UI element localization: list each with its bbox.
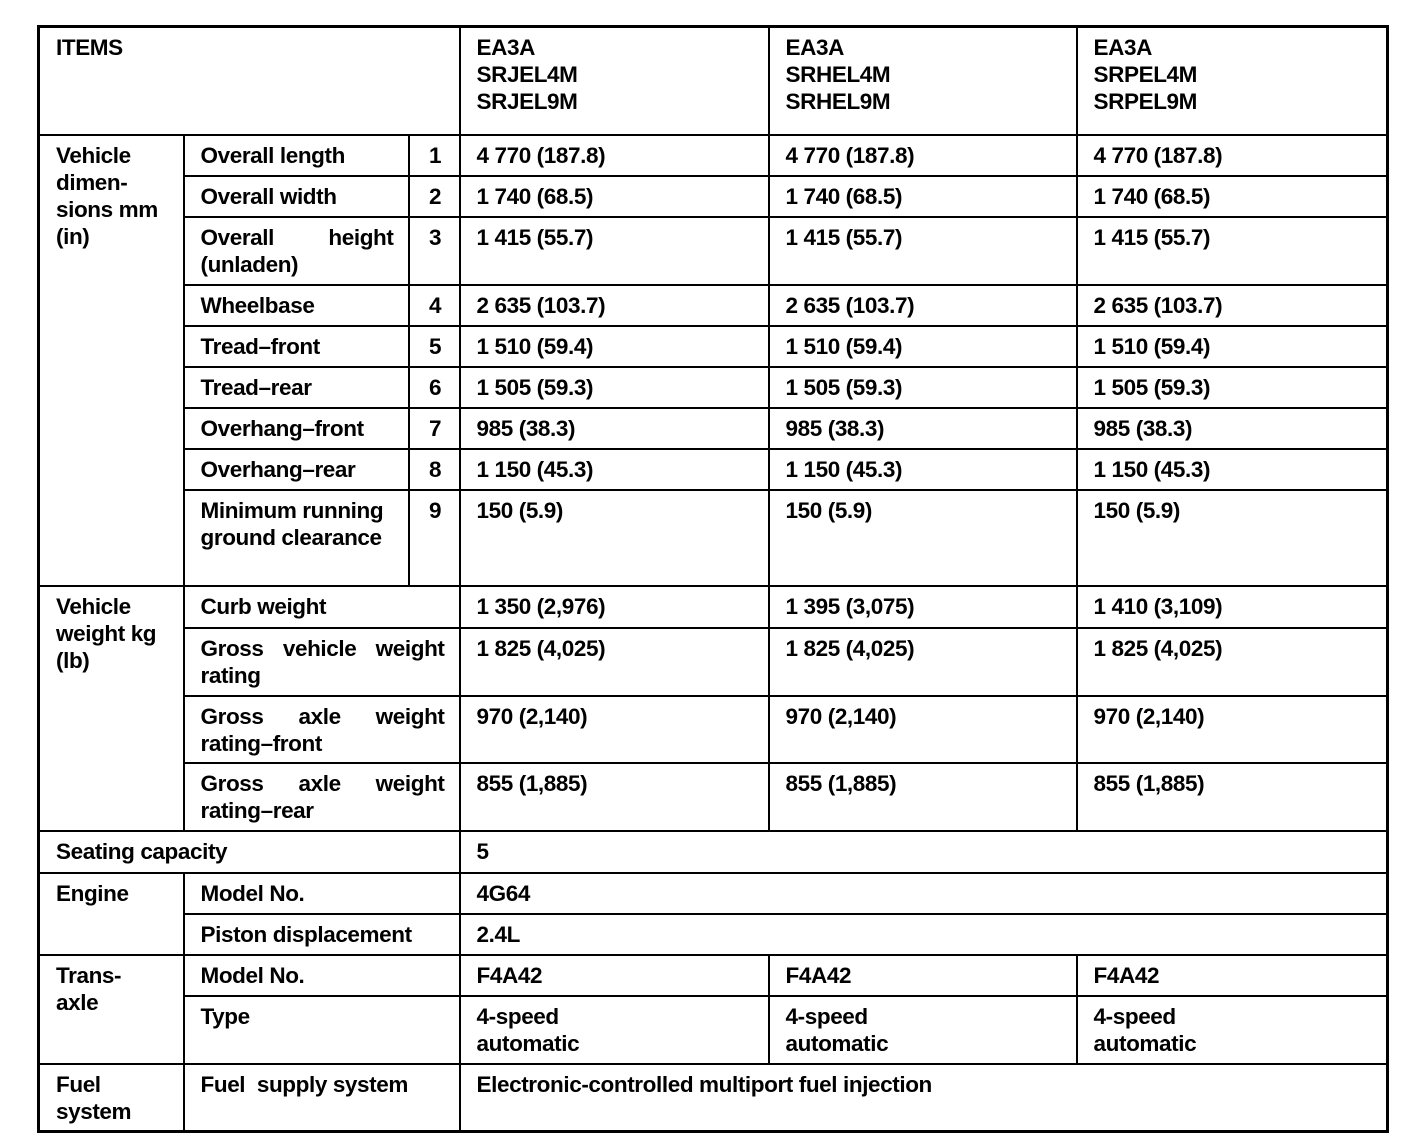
row-label: Gross vehicle weight rating xyxy=(184,628,460,696)
cell-value: 1 395 (3,075) xyxy=(769,586,1077,628)
cell-value: 1 150 (45.3) xyxy=(769,449,1077,490)
row-label: Curb weight xyxy=(184,586,460,628)
cell-value: 4-speed automatic xyxy=(460,996,769,1064)
cell-value: 2 635 (103.7) xyxy=(769,285,1077,326)
row-number: 6 xyxy=(409,367,460,408)
model-header-2: EA3A SRHEL4M SRHEL9M xyxy=(769,27,1077,135)
cell-value: 1 410 (3,109) xyxy=(1077,586,1388,628)
table-row xyxy=(39,696,1388,763)
table-row xyxy=(39,1064,1388,1132)
cell-value: F4A42 xyxy=(1077,955,1388,996)
transaxle-group-label: Trans- axle xyxy=(39,955,184,1064)
cell-value: 2 635 (103.7) xyxy=(1077,285,1388,326)
row-label: Model No. xyxy=(184,955,460,996)
table-row xyxy=(39,586,1388,628)
table-row xyxy=(39,449,1388,490)
model-header-1: EA3A SRJEL4M SRJEL9M xyxy=(460,27,769,135)
cell-value: 1 415 (55.7) xyxy=(769,217,1077,285)
table-row xyxy=(39,285,1388,326)
table-row xyxy=(39,490,1388,586)
header-row xyxy=(39,27,1388,135)
cell-value: 1 505 (59.3) xyxy=(1077,367,1388,408)
row-number: 1 xyxy=(409,135,460,176)
cell-value: Electronic-controlled multiport fuel injection xyxy=(460,1064,1388,1132)
cell-value: 5 xyxy=(460,831,1388,873)
cell-value: 2 635 (103.7) xyxy=(460,285,769,326)
row-label: Wheelbase xyxy=(184,285,409,326)
row-label: Overhang–front xyxy=(184,408,409,449)
row-label: Minimum running ground clearance xyxy=(184,490,409,586)
fuel-group-label: Fuel system xyxy=(39,1064,184,1132)
cell-value: 970 (2,140) xyxy=(769,696,1077,763)
row-number: 7 xyxy=(409,408,460,449)
table-row xyxy=(39,135,1388,176)
row-label: Model No. xyxy=(184,873,460,914)
cell-value: 150 (5.9) xyxy=(769,490,1077,586)
cell-value: 1 415 (55.7) xyxy=(460,217,769,285)
model-header-3: EA3A SRPEL4M SRPEL9M xyxy=(1077,27,1388,135)
cell-value: 4-speed automatic xyxy=(769,996,1077,1064)
specification-table xyxy=(37,25,1389,1133)
table-row xyxy=(39,763,1388,831)
table-row xyxy=(39,176,1388,217)
row-label: Gross axle weight rating–front xyxy=(184,696,460,763)
row-number: 8 xyxy=(409,449,460,490)
table-row xyxy=(39,326,1388,367)
engine-group-label: Engine xyxy=(39,873,184,955)
dimensions-group-label: Vehicle dimen- sions mm (in) xyxy=(39,135,184,586)
row-number: 9 xyxy=(409,490,460,586)
table-row xyxy=(39,873,1388,914)
table-row xyxy=(39,955,1388,996)
table-row xyxy=(39,628,1388,696)
cell-value: 1 150 (45.3) xyxy=(1077,449,1388,490)
cell-value: 970 (2,140) xyxy=(1077,696,1388,763)
row-label: Overall height (unladen) xyxy=(184,217,409,285)
row-label: Piston displacement xyxy=(184,914,460,955)
row-number: 3 xyxy=(409,217,460,285)
table-row xyxy=(39,831,1388,873)
cell-value: 1 825 (4,025) xyxy=(1077,628,1388,696)
cell-value: 4G64 xyxy=(460,873,1388,914)
row-label: Tread–front xyxy=(184,326,409,367)
cell-value: 150 (5.9) xyxy=(1077,490,1388,586)
row-number: 2 xyxy=(409,176,460,217)
cell-value: 4 770 (187.8) xyxy=(769,135,1077,176)
cell-value: F4A42 xyxy=(460,955,769,996)
row-label: Type xyxy=(184,996,460,1064)
cell-value: 1 740 (68.5) xyxy=(1077,176,1388,217)
table-row xyxy=(39,996,1388,1064)
cell-value: 1 740 (68.5) xyxy=(769,176,1077,217)
cell-value: 855 (1,885) xyxy=(460,763,769,831)
cell-value: 985 (38.3) xyxy=(460,408,769,449)
row-label: Tread–rear xyxy=(184,367,409,408)
cell-value: 1 415 (55.7) xyxy=(1077,217,1388,285)
cell-value: 1 740 (68.5) xyxy=(460,176,769,217)
row-number: 5 xyxy=(409,326,460,367)
row-number: 4 xyxy=(409,285,460,326)
row-label: Overall length xyxy=(184,135,409,176)
cell-value: 4 770 (187.8) xyxy=(1077,135,1388,176)
cell-value: 4 770 (187.8) xyxy=(460,135,769,176)
cell-value: 1 505 (59.3) xyxy=(769,367,1077,408)
cell-value: 1 505 (59.3) xyxy=(460,367,769,408)
cell-value: 1 825 (4,025) xyxy=(460,628,769,696)
cell-value: 150 (5.9) xyxy=(460,490,769,586)
row-label: Overhang–rear xyxy=(184,449,409,490)
table-row xyxy=(39,367,1388,408)
cell-value: 2.4L xyxy=(460,914,1388,955)
cell-value: 970 (2,140) xyxy=(460,696,769,763)
weight-group-label: Vehicle weight kg (lb) xyxy=(39,586,184,831)
row-label: Gross axle weight rating–rear xyxy=(184,763,460,831)
cell-value: 855 (1,885) xyxy=(769,763,1077,831)
items-header: ITEMS xyxy=(39,27,460,135)
cell-value: 985 (38.3) xyxy=(1077,408,1388,449)
row-label: Fuel supply system xyxy=(184,1064,460,1132)
cell-value: 1 510 (59.4) xyxy=(1077,326,1388,367)
table-row xyxy=(39,408,1388,449)
cell-value: 1 825 (4,025) xyxy=(769,628,1077,696)
cell-value: 1 150 (45.3) xyxy=(460,449,769,490)
cell-value: F4A42 xyxy=(769,955,1077,996)
cell-value: 855 (1,885) xyxy=(1077,763,1388,831)
cell-value: 1 350 (2,976) xyxy=(460,586,769,628)
cell-value: 4-speed automatic xyxy=(1077,996,1388,1064)
cell-value: 1 510 (59.4) xyxy=(769,326,1077,367)
cell-value: 1 510 (59.4) xyxy=(460,326,769,367)
cell-value: 985 (38.3) xyxy=(769,408,1077,449)
row-label: Seating capacity xyxy=(39,831,460,873)
table-row xyxy=(39,217,1388,285)
table-row xyxy=(39,914,1388,955)
row-label: Overall width xyxy=(184,176,409,217)
